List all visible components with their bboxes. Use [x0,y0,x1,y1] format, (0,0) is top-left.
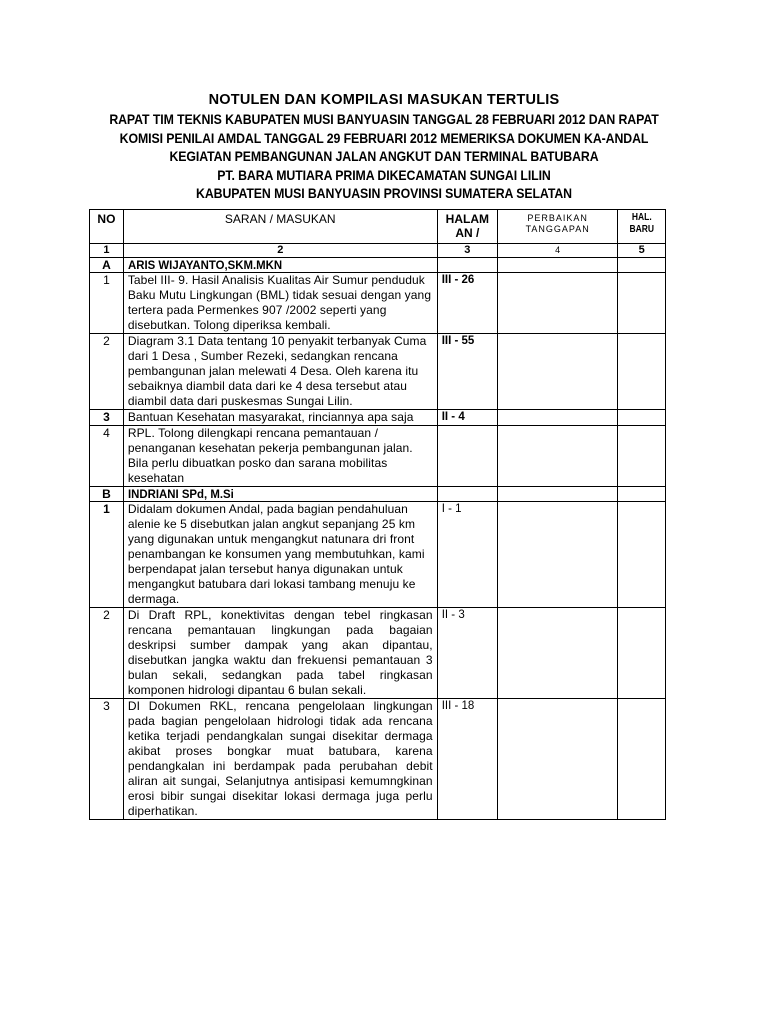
item-new-page [618,699,666,820]
column-number: 5 [618,244,666,258]
section-row [90,487,666,502]
header-halaman: HALAM AN / [437,210,497,244]
document-title: NOTULEN DAN KOMPILASI MASUKAN TERTULIS [208,92,560,108]
item-page [437,426,497,487]
item-text: Didalam dokumen Andal, pada bagian pendahuluan alenie ke 5 disebutkan jalan angkut sepanjang 25 km yang digunakan untuk mengangkut natunara dri front penambangan ke konsumen yang membutuhkan, kami berpendapat jalan tersebut hanya digunakan untuk mengangkut batubara dari lokasi tambang menuju ke dermaga. [123,502,437,608]
header-no: NO [90,210,124,244]
item-page: III - 18 [437,699,497,820]
header-perbaikan: PERBAIKAN TANGGAPAN [497,210,617,244]
item-response [497,608,617,699]
column-number: 3 [437,244,497,258]
table-row [90,426,666,487]
item-text: Bantuan Kesehatan masyarakat, rinciannya apa saja [123,410,437,426]
item-text: Tabel III- 9. Hasil Analisis Kualitas Air Sumur penduduk Baku Mutu Lingkungan (BML) tidak sesuai dengan yang tertera pada Permenkes 907 /2002 seperti yang disebutkan. Tolong diperiksa kembali. [123,273,437,334]
item-new-page [618,426,666,487]
header-hal-baru: HAL. BARU [621,210,661,244]
item-new-page [618,502,666,608]
section-name: ARIS WIJAYANTO,SKM.MKN [123,258,437,273]
item-no: 4 [90,426,124,487]
minutes-table [89,209,666,820]
header-saran: SARAN / MASUKAN [123,210,437,244]
item-no: 3 [90,410,124,426]
item-page: II - 4 [437,410,497,426]
table-row [90,273,666,334]
item-new-page [618,334,666,410]
table-row [90,410,666,426]
item-page: III - 55 [437,334,497,410]
table-header-row [90,210,666,244]
column-number-row [90,244,666,258]
item-new-page [618,410,666,426]
item-no: 1 [90,273,124,334]
item-response [497,273,617,334]
item-text: Di Draft RPL, konektivitas dengan tebel ringkasan rencana pemantauan lingkungan pada bagaian deskripsi sumber dampak yang akan dipantau, disebutkan jangka waktu dan frekuensi pemantauan 3 bulan sekali, sedangkan pada tabel ringkasan komponen hidrologi dipantau 6 bulan sekali. [123,608,437,699]
item-response [497,426,617,487]
title-line-2: RAPAT TIM TEKNIS KABUPATEN MUSI BANYUASIN TANGGAL 28 FEBRUARI 2012 DAN RAPAT [109,111,659,127]
item-no: 2 [90,608,124,699]
section-code: A [90,258,124,273]
item-response [497,334,617,410]
table-row [90,608,666,699]
section-code: B [90,487,124,502]
section-row [90,258,666,273]
item-text: Diagram 3.1 Data tentang 10 penyakit terbanyak Cuma dari 1 Desa , Sumber Rezeki, sedangkan rencana pembangunan jalan melewati 4 Desa. Oleh karena itu sebaiknya diambil data dari ke 4 desa tersebut atau diambil data dari puskesmas Sungai Lilin. [123,334,437,410]
column-number: 4 [497,244,617,258]
item-no: 3 [90,699,124,820]
item-no: 1 [90,502,124,608]
item-page: II - 3 [437,608,497,699]
item-new-page [618,608,666,699]
title-line-4: KEGIATAN PEMBANGUNAN JALAN ANGKUT DAN TERMINAL BATUBARA [169,148,599,164]
table-row [90,699,666,820]
table-row [90,334,666,410]
title-line-5: PT. BARA MUTIARA PRIMA DIKECAMATAN SUNGAI LILIN [217,166,551,183]
item-no: 2 [90,334,124,410]
item-text: RPL. Tolong dilengkapi rencana pemantauan / penanganan kesehatan pekerja pembangunan jalan. Bila perlu dibuatkan posko dan sarana mobilitas kesehatan [123,426,437,487]
item-response [497,699,617,820]
title-line-6: KABUPATEN MUSI BANYUASIN PROVINSI SUMATERA SELATAN [196,185,572,201]
item-response [497,410,617,426]
item-page: I - 1 [437,502,497,608]
column-number: 1 [90,244,124,258]
item-page: III - 26 [437,273,497,334]
document-header [0,90,768,203]
item-response [497,502,617,608]
item-new-page [618,273,666,334]
column-number: 2 [123,244,437,258]
table-row [90,502,666,608]
item-text: DI Dokumen RKL, rencana pengelolaan lingkungan pada bagian pengelolaan hidrologi tidak ada rencana ketika terjadi pendangkalan sungai disekitar dermaga akibat proses bongkar muat batubara, karena pendangkalan ini berdampak pada perubahan debit aliran ait sungai, Selanjutnya antisipasi kemumngkinan erosi bibir sungai disekitar lokasi dermaga juga perlu diperhatikan. [123,699,437,820]
section-name: INDRIANI SPd, M.Si [123,487,437,502]
title-line-3: KOMISI PENILAI AMDAL TANGGAL 29 FEBRUARI 2012 MEMERIKSA DOKUMEN KA-ANDAL [119,129,649,146]
